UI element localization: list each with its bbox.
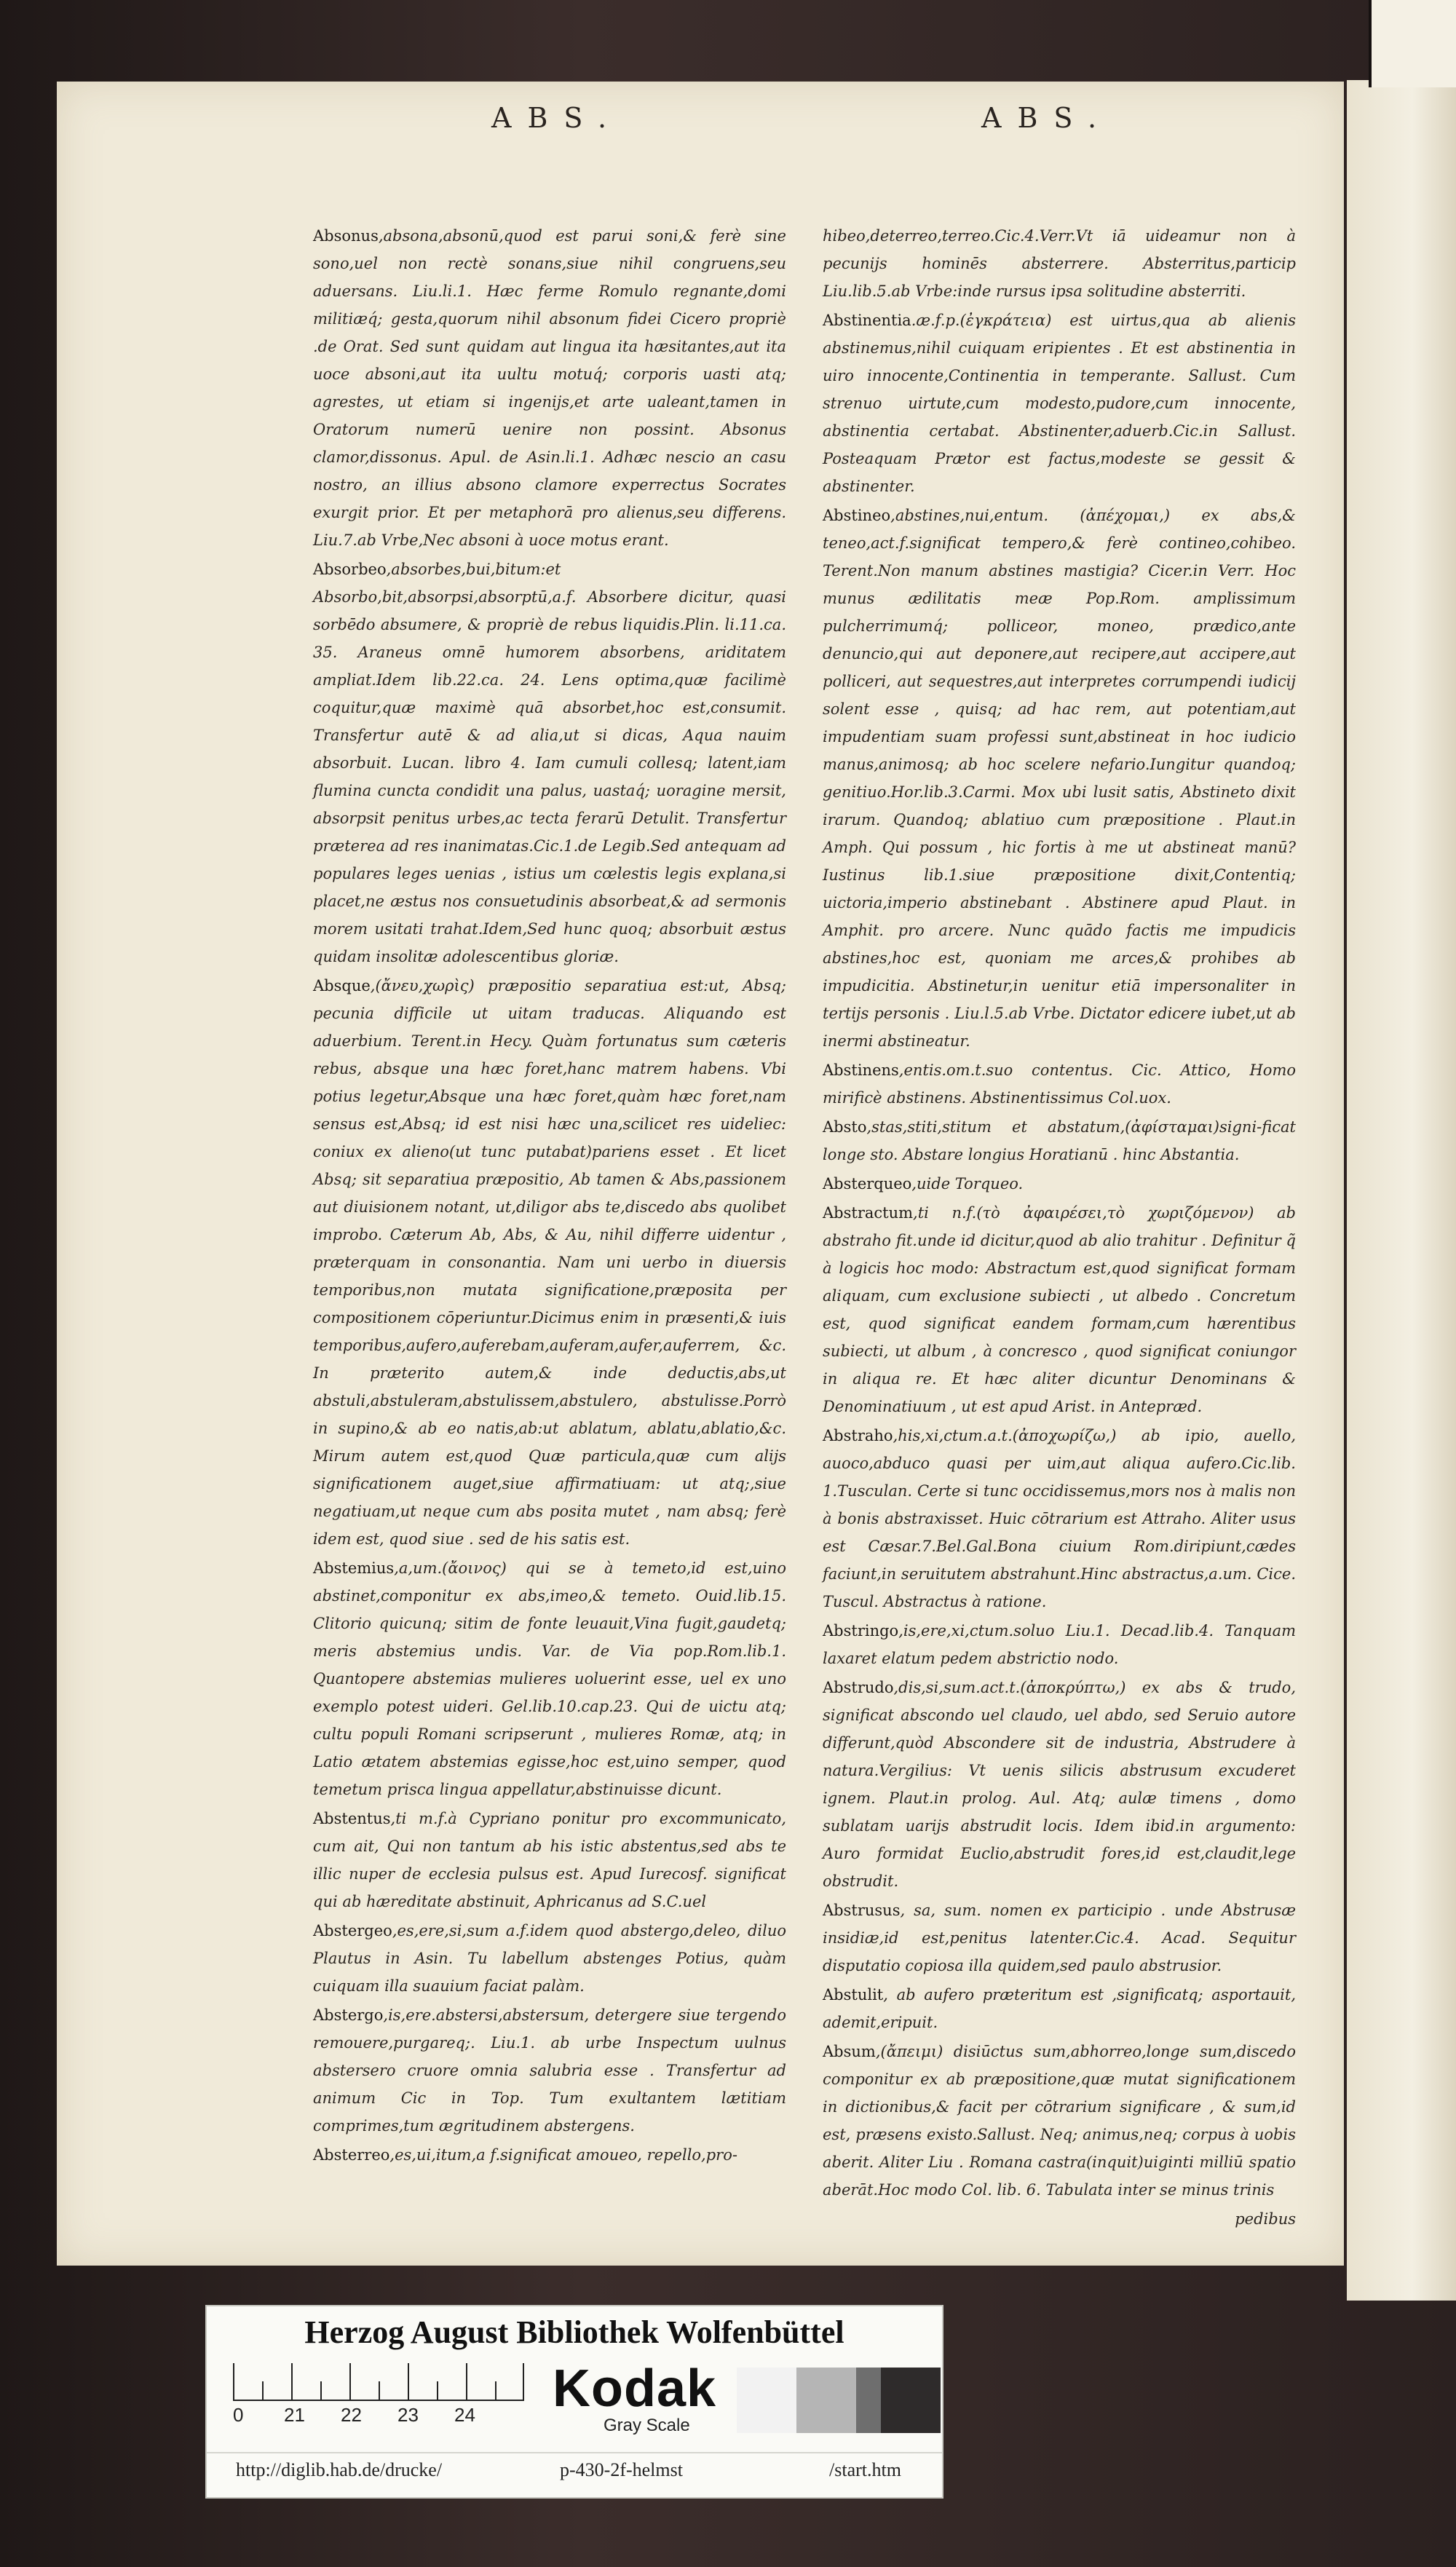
- dictionary-entry: [823, 1170, 1296, 1198]
- dictionary-entry: [313, 2141, 786, 2169]
- url-segment-end: /start.htm: [829, 2459, 901, 2480]
- headword: Absonus: [313, 227, 379, 245]
- ruler-label: 22: [341, 2404, 362, 2426]
- headword: Abstinentia: [823, 312, 911, 329]
- headword: Absque: [313, 977, 371, 994]
- entry-text: ,(ἄπειμι) disiūctus sum,abhorreo,longe sum,discedo componitur ex ab præpositione,quæ mutat significationem in dictionibus,& facit per cōtrarium significare , & sum,id est, præsens existo.Sallust. Neq; animus,neq; corpus à uobis aberit. Aliter Liu . Romana castra(inquit)uiginti milliū spatio aberāt.Hoc modo Col. lib. 6. Tabulata inter se minus trinis: [823, 2043, 1296, 2199]
- dictionary-column-left: [313, 222, 786, 2170]
- dictionary-entry: [313, 555, 786, 970]
- ruler-tick: [466, 2363, 467, 2400]
- ruler-tick: [320, 2381, 322, 2400]
- dictionary-entry: [313, 2001, 786, 2140]
- entry-text: ,is,ere.abstersi,abstersum, detergere siue tergendo remouere,purgareq;. Liu.1. ab urbe Inspectum uulnus abstersero cruore omnia salubria esse . Transfertur ad animum Cic in Top. Tum exultantem lætitiam comprimes,tum ægritudinem abstergens.: [313, 2006, 786, 2135]
- headword: Abstrusus: [823, 1902, 901, 1919]
- entry-text: ,ti m.f.à Cypriano ponitur pro excommunicato, cum ait, Qui non tantum ab his istic abstentus,sed abs te illic nuper de ecclesia pulsus est. Apud Iurecosf. significat qui ab hæreditate abstinuit, Aphricanus ad S.C.uel: [313, 1810, 786, 1910]
- page-header-right: ABS.: [981, 102, 1113, 134]
- headword: Abstulit: [823, 1986, 884, 2004]
- dictionary-entry: [823, 1981, 1296, 2036]
- entry-text: ,uide Torqueo.: [911, 1175, 1024, 1192]
- entry-text: ,(ἄνευ,χωρὶς) præpositio separatiua est:ut, Absq; pecunia difficile ut uitam traducas. Aliquando est aduerbium. Terent.in Hecy. Quàm fortunatus sum cæteris rebus, absque una hæc foret,hanc matrem habens. Vbi potius legetur,Absque una hæc foret,quàm hæc foret,nam sensus est,Absq; id est nisi hæc una,scilicet res uideliec: coniux ex alieno(ut tunc putabat)pariens esset . Et licet Absq; sit separatiua præpositio, Ab tamen & Abs,passionem aut diuisionem notant, ut,diligor abs te,discedo abs quolibet improbo. Cæterum Ab, Abs, & Au, nihil differre uidentur , præterquam in consonantia. Nam uni uerbo in diuersis temporibus,non mutata significatione,præposita per compositionem cōperiuntur.Dicimus enim in præsenti,& iuis temporibus,aufero,auferebam,auferam,aufer,auferrem, &c. In præterito autem,& inde deductis,abs,ut abstuli,abstuleram,abstulissem,abstulero, abstulisse.Porrò in supino,& ab eo natis,ab:ut ablatum, ablatu,ablatio,&c. Mirum autem est,quod Quæ particula,quæ cum alijs significationem auget,siue affirmatiuam: ut atq;,siue negatiuam,ut neque cum abs posita mutet , nam absq; ferè idem est, quod siue . sed de his satis est.: [313, 977, 786, 1548]
- entry-text: ,absorbes,bui,bitum:et Absorbo,bit,absorpsi,absorptū,a.f. Absorbere dicitur, quasi sorbēdo absumere, & propriè de rebus liquidis.Plin. li.11.ca. 35. Araneus omnē humorem absorbens, ariditatem ampliat.Idem lib.22.ca. 24. Lens optima,quæ facilimè coquitur,quæ maximè quā absorbet,hoc est,consumit. Transfertur autē & ad alia,ut si dicas, Aqua nauim absorbuit. Lucan. libro 4. Iam cumuli collesq; latent,iam flumina cuncta condidit una palus, uastaq́; uoragine mersit, absorpsit penitus urbes,ac tecta ferarū Detulit. Transfertur præterea ad res inanimatas.Cic.1.de Legib.Sed antequam ad populares leges uenias , istius um cœlestis legis explana,si placet,ne æstus nos consuetudinis absorbeat,& ad sermonis morem usitati trahat.Idem,Sed hunc quoq; absorbuit æstus quidam insolitæ adolescentibus gloriæ.: [313, 561, 786, 965]
- entry-text: ,abstines,nui,entum. (ἀπέχομαι,) ex abs,& teneo,act.f.significat tempero,& ferè contineo,cohibeo. Terent.Non manum abstines mastigia? Cicer.in Verr. Hoc munus ædilitatis meæ Pop.Rom. amplissimum pulcherrimumq́; polliceor, moneo, prædico,ante denuncio,qui aut deponere,aut recipere,aut accipere,aut polliceri, aut sequestres,aut interpretes corrumpendi iudicij solent esse , quisq; ad hac rem, aut potentiam,aut impudentiam suam professi sunt,abstineat in hoc iudicio manus,animosq; ab hoc scelere nefario.Iungitur quandoq; genitiuo.Hor.lib.3.Carmi. Mox ubi lusit satis, Abstineto dixit irarum. Quandoq; ablatiuo cum præpositione . Plaut.in Amph. Qui possum , hic fortis à me ut abstineat manū? Iustinus lib.1.siue præpositione dixit,Contentiq; uictoria,imperio abstinebant . Abstinere apud Plaut. in Amphit. pro arcere. Nunc quādo factis me impudicis abstines,hoc est, quoniam me arces,& prohibes ab impudicitia. Abstinetur,in uenitur etiā impersonaliter in tertijs personis . Liu.l.5.ab Vrbe. Dictator edicere iubet,ut ab inermi abstineatur.: [823, 507, 1296, 1050]
- dictionary-entry: [313, 1917, 786, 2000]
- headword: Abstinens: [823, 1061, 899, 1079]
- ruler-tick: [233, 2363, 234, 2400]
- entry-text: .æ.f.p.(ἐγκράτεια) est uirtus,qua ab alienis abstinemus,nihil cuiquam eripientes . Et est abstinentia in uiro innocente,Continentia in temperante. Sallust. Cum strenuo uirtute,cum modesto,pudore,cum innocente, abstinentia certabat. Abstinenter,aduerb.Cic.in Sallust. Posteaquam Prætor est factus,modeste se gessit & abstinenter.: [823, 312, 1296, 495]
- dictionary-entry: [823, 306, 1296, 500]
- gray-swatch: [796, 2368, 856, 2433]
- headword: Abstineo: [823, 507, 891, 524]
- entry-text: ,es,ere,si,sum a.f.idem quod abstergo,deleo, diluo Plautus in Asin. Tu labellum abstenges Potius, quàm cuiquam illa suauium faciat palàm.: [313, 1922, 786, 1995]
- ruler-tick: [523, 2363, 524, 2400]
- ruler-tick: [495, 2381, 496, 2400]
- dictionary-entry: [823, 1113, 1296, 1168]
- facing-page-edge: [1347, 80, 1456, 2301]
- headword: Abstrudo: [823, 1679, 894, 1696]
- label-divider: [207, 2452, 942, 2453]
- ruler-label: 24: [454, 2404, 475, 2426]
- archive-color-target: [205, 2305, 943, 2499]
- dictionary-entry: [823, 1056, 1296, 1112]
- ruler-tick: [291, 2363, 293, 2400]
- facing-page-corner: [1369, 0, 1456, 87]
- dictionary-entry: [823, 1422, 1296, 1615]
- library-name: Herzog August Bibliothek Wolfenbüttel: [304, 2314, 844, 2350]
- entry-text: ,a,um.(ἄοινος) qui se à temeto,id est,uino abstinet,componitur ex abs,imeo,& temeto. Ouid.lib.15. Clitorio quicunq; sitim de fonte leuauit,Vina fugit,gaudetq; meris abstemius undis. Var. de Via pop.Rom.lib.1. Quantopere abstemias mulieres uoluerint esse, uel ex uno exemplo potest uideri. Gel.lib.10.cap.23. Qui de uictu atq; cultu populi Romani scripserunt , mulieres Romæ, atq; in Latio ætatem abstemias egisse,hoc est,uino semper, quod temetum prisca lingua appellatur,abstinuisse dicunt.: [313, 1559, 786, 1798]
- kodak-logo: Kodak: [553, 2360, 717, 2418]
- headword: Abstergeo: [313, 1922, 392, 1939]
- entry-text: ,is,ere,xi,ctum.soluo Liu.1. Decad.lib.4. Tanquam laxaret elatum pedem abstrictio nodo.: [823, 1622, 1296, 1667]
- entry-text: ,stas,stiti,stitum et abstatum,(ἀφίσταμαι)signi-ficat longe sto. Abstare longius Horatianū . hinc Abstantia.: [823, 1118, 1296, 1163]
- entry-text: ,dis,si,sum.act.t.(ἀποκρύπτω,) ex abs & trudo, significat abscondo uel claudo, uel abdo, sed Seruio autore differunt,quòd Abscondere sit de industria, Abstrudere à natura.Vergilius: Vt uenis silicis abstrusum excuderet ignem. Plaut.in prolog. Aul. Atq; aulæ timens , domo sublatam uarijs abstrudit locis. Idem ibid.in argumento: Auro formidat Euclio,abstrudit fores,id est,claudit,lege obstrudit.: [823, 1679, 1296, 1890]
- headword: Absorbeo: [313, 561, 387, 578]
- ruler-label: 21: [284, 2404, 305, 2426]
- catchword: pedibus: [1235, 2210, 1296, 2228]
- headword: Abstringo: [823, 1622, 899, 1640]
- dictionary-entry: [823, 2038, 1296, 2204]
- ruler-label: 23: [397, 2404, 419, 2426]
- dictionary-entry: [823, 1617, 1296, 1672]
- dictionary-entry: [313, 222, 786, 554]
- headword: Absterreo: [313, 2146, 390, 2164]
- headword: Abstentus: [313, 1810, 391, 1827]
- entry-text: ,absona,absonū,quod est parui soni,& ferè sine sono,uel non rectè sonans,siue nihil congruens,seu aduersans. Liu.li.1. Hæc ferme Romulo regnante,domi militiæq́; gesta,quorum nihil absonum fidei Cicero propriè .de Orat. Sed sunt quidam aut lingua ita hæsitantes,aut ita uoce absoni,aut ita uultu motuq́; corporis uasti atq; agrestes, ut etiam si ingenijs,et arte ualeant,tamen in Oratorum numerū uenire non possint. Absonus clamor,dissonus. Apul. de Asin.li.1. Adhæc nescio an casu nostro, an illius absono clamore experrectus Socrates exurgit prior. Et per metaphorā pro alienus,seu differens. Liu.7.ab Vrbe,Nec absoni à uoce motus erant.: [313, 227, 786, 549]
- gray-swatch: [881, 2368, 941, 2433]
- entry-text: , ab aufero præteritum est ,significatq; asportauit, ademit,eripuit.: [823, 1986, 1296, 2031]
- gray-scale-caption: Gray Scale: [604, 2416, 690, 2435]
- entry-text: ,ti n.f.(τὸ ἀφαιρέσει,τὸ χωριζόμενον) ab abstraho fit.unde id dicitur,quod ab alio trahitur . Definitur q̃ à logicis hoc modo: Abstractum est,quod significat formam aliquam, cum exclusione subiecti , ut albedo . Concretum est, quod significat eandem formam,cum hærentibus subiecti, ut album , à concresco , quod significat coniungor in aliqua re. Et hæc aliter dicuntur Denominans & Denominatiuum , ut est apud Arist. in Antepræd.: [823, 1204, 1296, 1415]
- dictionary-entry: [823, 1896, 1296, 1979]
- entry-text: ,entis.om.t.suo contentus. Cic. Attico, Homo mirificè abstinens. Abstinentissimus Col.uox.: [823, 1061, 1296, 1107]
- url-segment-shelfmark: p-430-2f-helmst: [560, 2459, 683, 2480]
- ruler-tick: [262, 2381, 264, 2400]
- headword: Absum: [823, 2043, 876, 2060]
- ruler-tick: [437, 2381, 438, 2400]
- dictionary-entry: [313, 972, 786, 1553]
- entry-text: ,es,ui,itum,a f.significat amoueo, repello,pro-: [389, 2146, 737, 2164]
- entry-text: ,his,xi,ctum.a.t.(ἀποχωρίζω,) ab ipio, auello, auoco,abduco quasi per uim,aut aliqua aufero.Cic.lib. 1.Tusculan. Certe si tunc occidissemus,mors nos à malis non à bonis abstraxisset. Huic cōtrarium est Attraho. Aliter usus est Cæsar.7.Bel.Gal.Bona ciuium Rom.diripiunt,cædes faciunt,in seruitutem abstrahunt.Hinc abstractus,a.um. Cice. Tuscul. Abstractus à ratione.: [823, 1427, 1296, 1610]
- ruler-tick: [408, 2363, 409, 2400]
- dictionary-entry: [823, 502, 1296, 1055]
- dictionary-entry: [823, 1674, 1296, 1895]
- dictionary-entry: [313, 1805, 786, 1915]
- ruler-tick: [379, 2381, 380, 2400]
- headword: Abstraho: [823, 1427, 893, 1444]
- page-header-left: ABS.: [491, 102, 623, 134]
- ruler-label: 0: [233, 2404, 244, 2426]
- headword: Absterqueo: [823, 1175, 912, 1192]
- headword: Abstergo: [313, 2006, 384, 2024]
- entry-text: , sa, sum. nomen ex participio . unde Abstrusæ insidiæ,id est,penitus latenter.Cic.4. Acad. Sequitur disputatio copiosa illa quidem,sed paulo abstrusior.: [823, 1902, 1296, 1974]
- headword: Abstemius: [313, 1559, 395, 1577]
- entry-text: hibeo,deterreo,terreo.Cic.4.Verr.Vt iā uideamur non à pecunijs hominēs absterrere. Absterritus,particip Liu.lib.5.ab Vrbe:inde rursus ipsa solitudine absterriti.: [823, 227, 1296, 300]
- headword: Abstractum: [823, 1204, 914, 1222]
- ruler-tick: [349, 2363, 351, 2400]
- scale-ruler: [233, 2363, 524, 2401]
- dictionary-entry: [823, 222, 1296, 305]
- headword: Absto: [823, 1118, 867, 1136]
- ruler-labels: [233, 2404, 539, 2426]
- url-segment-base: http://diglib.hab.de/drucke/: [236, 2459, 443, 2480]
- dictionary-entry: [313, 1554, 786, 1803]
- dictionary-entry: [823, 1199, 1296, 1420]
- gray-swatch: [737, 2368, 796, 2433]
- dictionary-column-right: [823, 222, 1296, 2233]
